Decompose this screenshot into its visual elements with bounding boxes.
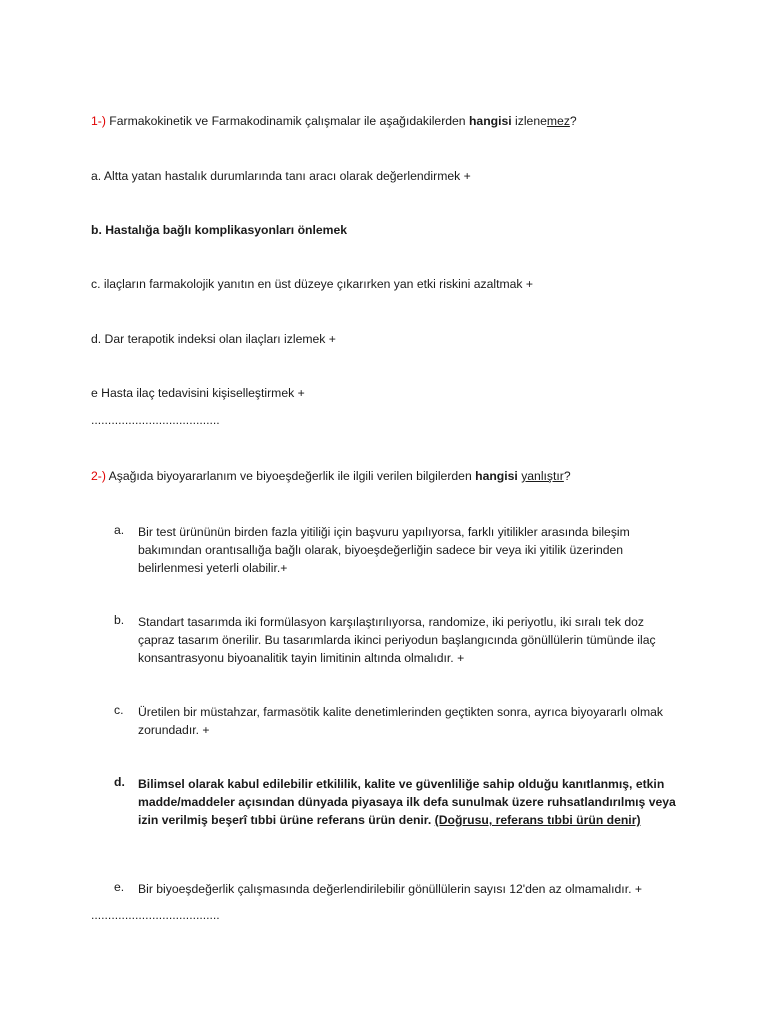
q1-option-d: d. Dar terapotik indeksi olan ilaçları izlemek + xyxy=(91,332,336,346)
q2-option-a-text: Bir test ürününün birden fazla yitiliği için başvuru yapılıyorsa, farklı yitilikler arasında bileşim bakımından orantısallığa bağlı olarak, biyoeşdeğerliğin sadece bir veya iki yitilik üzerinden belirlenmesi yeterli olabilir.+ xyxy=(138,525,630,575)
q2-option-e-label: e. xyxy=(114,880,125,894)
q2-option-b-text: Standart tasarımda iki formülasyon karşılaştırılıyorsa, randomize, iki periyotlu, iki sıralı tek doz çapraz tasarım önerilir. Bu tasarımlarda ikinci periyodun başlangıcında gönüllülerin tümünde ilaç konsantrasyonu biyoanalitik tayin limitinin altında olmalıdır. + xyxy=(138,615,656,665)
q2-option-d-label: d. xyxy=(114,775,125,789)
q2-option-a-label: a. xyxy=(114,523,125,537)
q2-dots-separator: ...................................... xyxy=(91,908,220,922)
q2-option-c-label: c. xyxy=(114,703,124,717)
q2-option-d-correction: (Doğrusu, referans tıbbi ürün denir) xyxy=(434,813,641,827)
question-1-stem: 1-) Farmakokinetik ve Farmakodinamik çalışmalar ile aşağıdakilerden hangisi izlenemez? xyxy=(91,114,577,128)
question-2-number: 2-) xyxy=(91,469,106,483)
question-2-stem: 2-) Aşağıda biyoyararlanım ve biyoeşdeğerlik ile ilgili verilen bilgilerden hangisi yanlıştır? xyxy=(91,469,571,483)
q2-option-e-text: Bir biyoeşdeğerlik çalışmasında değerlendirilebilir gönüllülerin sayısı 12'den az olmamalıdır. + xyxy=(138,882,642,896)
q1-option-a: a. Altta yatan hastalık durumlarında tanı aracı olarak değerlendirmek + xyxy=(91,169,471,183)
q1-option-e: e Hasta ilaç tedavisini kişiselleştirmek + xyxy=(91,386,305,400)
q2-option-d-text: Bilimsel olarak kabul edilebilir etkililik, kalite ve güvenliliğe sahip olduğu kanıtlanmış, etkin madde/maddeler açısından dünyada piyasaya ilk defa sunulmak üzere ruhsatlandırılmış veya izin verilmiş beşerî tıbbi ürüne referans ürün denir. (Doğrusu, referans tıbbi ürün denir) xyxy=(138,777,676,827)
q1-option-b: b. Hastalığa bağlı komplikasyonları önlemek xyxy=(91,223,348,237)
question-1-number: 1-) xyxy=(91,114,106,128)
q1-option-c: c. ilaçların farmakolojik yanıtın en üst düzeye çıkarırken yan etki riskini azaltmak + xyxy=(91,277,533,291)
q2-option-b-label: b. xyxy=(114,613,125,627)
q2-option-c-text: Üretilen bir müstahzar, farmasötik kalite denetimlerinden geçtikten sonra, ayrıca biyoyararlı olmak zorundadır. + xyxy=(138,705,663,737)
q1-dots-separator: ...................................... xyxy=(91,413,220,427)
